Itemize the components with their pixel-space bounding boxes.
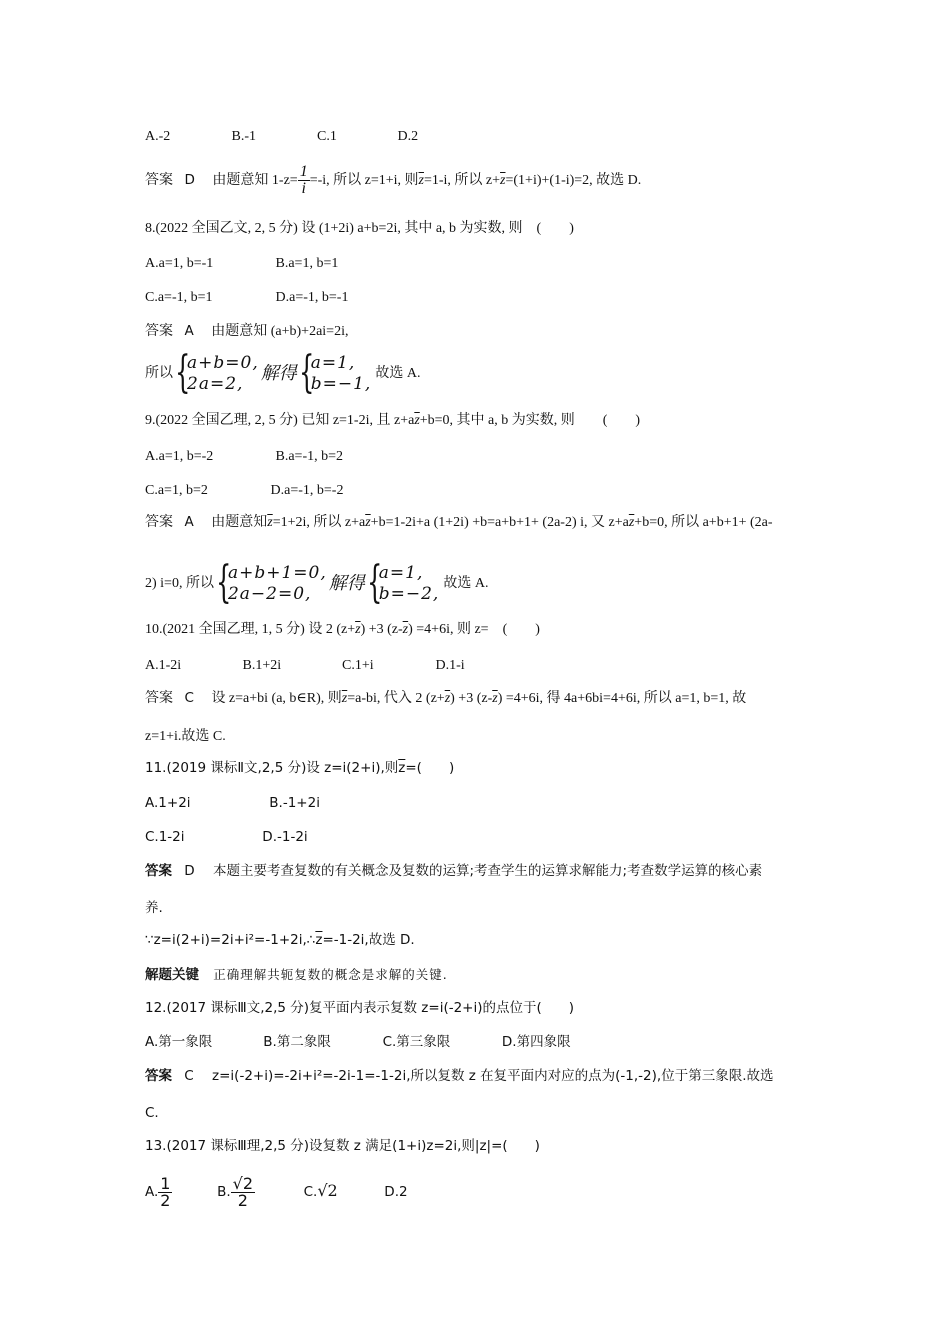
q9-answer bbox=[145, 513, 773, 532]
z-conjugate: $\overline{z}$ bbox=[500, 173, 506, 188]
q9-stem-b: +b=0, 其中 a, b 为实数, 则 ( ) bbox=[419, 413, 641, 428]
q9-option-c: C.a=1, b=2 bbox=[145, 483, 208, 498]
eq-row: 2a=2, bbox=[187, 374, 244, 394]
q9-stem-a: 9.(2022 全国乙理, 2, 5 分) 已知 z=1-2i, 且 z+a bbox=[145, 413, 415, 428]
z-conjugate: $\overline{z}$ bbox=[628, 515, 635, 530]
q12-option-a: A.第一象限 bbox=[145, 1034, 213, 1050]
left-brace-icon: { bbox=[175, 347, 191, 398]
q8-option-c: C.a=-1, b=1 bbox=[145, 290, 213, 305]
frac-num: √2 bbox=[232, 1173, 254, 1193]
q12-expl: z=i(-2+i)=-2i+i²=-2i-1=-1-2i,所以复数 z 在复平面内对应的点为(-1,-2),位于第三象限.故选 bbox=[212, 1068, 774, 1084]
left-brace-icon: { bbox=[298, 347, 315, 398]
answer-label: 答案 bbox=[145, 863, 172, 879]
q12-answer bbox=[145, 1067, 774, 1085]
z-conjugate: $\overline{z}$ bbox=[267, 515, 273, 530]
q10-expl-a: 设 z=a+bi (a, b∈R), 则 bbox=[211, 691, 342, 706]
q7-options bbox=[145, 128, 418, 146]
answer-label: 答案 bbox=[145, 324, 173, 339]
frac-den: 2 bbox=[160, 1190, 171, 1210]
q11-stem bbox=[145, 759, 454, 777]
q7-option-a: A.-2 bbox=[145, 129, 171, 144]
q9-expl-a: 由题意知 bbox=[211, 515, 268, 530]
q9-expl-d: +b=0, 所以 a+b+1+ (2a- bbox=[634, 515, 773, 530]
q11-option-c: C.1-2i bbox=[145, 829, 185, 845]
q9-system bbox=[145, 557, 489, 608]
q7-option-d: D.2 bbox=[397, 129, 419, 144]
q9-stem bbox=[145, 412, 640, 430]
equation-system bbox=[175, 347, 259, 398]
q9-option-b: B.a=-1, b=2 bbox=[275, 449, 344, 464]
q8-options-row1 bbox=[145, 255, 338, 273]
q11-expl-cont: 养. bbox=[145, 900, 163, 916]
answer-key: A bbox=[184, 323, 194, 339]
equation-system bbox=[366, 557, 440, 608]
q7-expl-a: =1-i, 所以 z+ bbox=[423, 173, 501, 188]
q8-expl: 由题意知 (a+b)+2ai=2i, bbox=[211, 324, 349, 339]
q8-option-a: A.a=1, b=-1 bbox=[145, 256, 214, 271]
fraction-one-half bbox=[158, 1173, 172, 1210]
q10-option-a: A.1-2i bbox=[145, 658, 182, 673]
z-conjugate: $\overline{z}$ bbox=[315, 932, 323, 948]
q10-stem bbox=[145, 621, 540, 639]
q10-cont: z=1+i.故选 C. bbox=[145, 729, 226, 744]
q13-option-b-label: B. bbox=[217, 1184, 231, 1200]
q9-options-row1 bbox=[145, 448, 343, 466]
q10-expl-c: ) +3 (z- bbox=[450, 691, 493, 706]
q11-expl: 本题主要考查复数的有关概念及复数的运算;考查学生的运算求解能力;考查数学运算的核心素 bbox=[213, 863, 763, 879]
q10-options bbox=[145, 657, 465, 675]
q12-stem: 12.(2017 课标Ⅲ文,2,5 分)复平面内表示复数 z=i(-2+i)的点位于( ) bbox=[145, 1000, 575, 1016]
q9-tail: 故选 A. bbox=[443, 576, 489, 591]
q10-answer bbox=[145, 689, 746, 708]
answer-key: A bbox=[184, 514, 194, 530]
frac-den: i bbox=[301, 180, 306, 198]
answer-label: 答案 bbox=[145, 691, 173, 706]
q11-calc bbox=[145, 931, 415, 949]
q10-stem-a: 10.(2021 全国乙理, 1, 5 分) 设 2 (z+ bbox=[145, 622, 356, 637]
q13-option-c-label: C. bbox=[303, 1184, 318, 1200]
q11-calc-b: =-1-2i,故选 D. bbox=[322, 932, 415, 948]
q11-option-d: D.-1-2i bbox=[262, 829, 308, 845]
q11-calc-a: ∵z=i(2+i)=2i+i²=-1+2i,∴ bbox=[145, 932, 316, 948]
q7-option-c: C.1 bbox=[317, 129, 337, 144]
answer-key: C bbox=[184, 690, 194, 706]
q10-option-d: D.1-i bbox=[435, 658, 465, 673]
key-text: 正确理解共轭复数的概念是求解的关键. bbox=[213, 967, 448, 982]
q8-stem: 8.(2022 全国乙文, 2, 5 分) 设 (1+2i) a+b=2i, 其中 a, b 为实数, 则 ( ) bbox=[145, 221, 574, 236]
q9-options-row2 bbox=[145, 482, 343, 500]
z-conjugate: $\overline{z}$ bbox=[341, 691, 348, 706]
eq-row: a+b+1=0, bbox=[227, 563, 327, 583]
jiede: 解得 bbox=[260, 363, 297, 384]
eq-row: a=1, bbox=[378, 563, 424, 583]
q12-option-d: D.第四象限 bbox=[501, 1034, 571, 1050]
answer-key: D bbox=[184, 172, 195, 188]
q9-expl-c: +b=1-2i+a (1+2i) +b=a+b+1+ (2a-2) i, 又 z+a bbox=[370, 515, 629, 530]
q12-options bbox=[145, 1033, 571, 1051]
z-conjugate: $\overline{z}$ bbox=[414, 413, 420, 428]
key-label: 解题关键 bbox=[145, 967, 199, 983]
q11-key bbox=[145, 966, 448, 984]
q7-expl-b: =(1+i)+(1-i)=2, 故选 D. bbox=[505, 173, 642, 188]
q10-stem-b: ) +3 (z- bbox=[360, 622, 403, 637]
q12-option-b: B.第二象限 bbox=[263, 1034, 331, 1050]
q13-stem: 13.(2017 课标Ⅲ理,2,5 分)设复数 z 满足(1+i)z=2i,则|z|=( ) bbox=[145, 1138, 540, 1154]
eq-row: a=1, bbox=[310, 353, 356, 373]
q9-expl-b: =1+2i, 所以 z+a bbox=[272, 515, 366, 530]
answer-label: 答案 bbox=[145, 515, 173, 530]
q7-option-b: B.-1 bbox=[231, 129, 256, 144]
q8-option-d: D.a=-1, b=-1 bbox=[275, 290, 349, 305]
q8-so: 所以 bbox=[145, 366, 173, 382]
q9-option-a: A.a=1, b=-2 bbox=[145, 449, 214, 464]
q8-options-row2 bbox=[145, 289, 348, 307]
q7-answer bbox=[145, 162, 641, 199]
jiede: 解得 bbox=[328, 573, 365, 594]
z-conjugate: $\overline{z}$ bbox=[402, 622, 409, 637]
q13-option-d: D.2 bbox=[384, 1184, 408, 1200]
q13-options bbox=[145, 1170, 408, 1213]
q11-stem-b: =( ) bbox=[405, 760, 455, 776]
eq-row: a+b=0, bbox=[187, 353, 259, 373]
sqrt-2: √2 bbox=[317, 1181, 338, 1200]
equation-system bbox=[215, 557, 327, 608]
q11-options-row1 bbox=[145, 794, 320, 812]
frac-num: 1 bbox=[160, 1173, 171, 1193]
answer-key: C bbox=[184, 1068, 194, 1084]
q11-answer bbox=[145, 862, 762, 880]
q12-option-c: C.第三象限 bbox=[382, 1034, 451, 1050]
eq-row: 2a−2=0, bbox=[227, 584, 312, 604]
left-brace-icon: { bbox=[366, 557, 383, 608]
fraction-1-over-i bbox=[298, 164, 310, 197]
frac-num: 1 bbox=[299, 163, 308, 181]
q7-expl-pre: 由题意知 1-z= bbox=[212, 173, 298, 188]
q11-option-b: B.-1+2i bbox=[269, 795, 320, 811]
frac-den: 2 bbox=[237, 1190, 248, 1210]
eq-row: b=−2, bbox=[378, 584, 440, 604]
left-brace-icon: { bbox=[215, 557, 232, 608]
q10-stem-c: ) =4+6i, 则 z= ( ) bbox=[408, 622, 540, 637]
z-conjugate: $\overline{z}$ bbox=[444, 691, 451, 706]
z-conjugate: $\overline{z}$ bbox=[398, 760, 406, 776]
q8-tail: 故选 A. bbox=[375, 366, 421, 381]
q9-option-d: D.a=-1, b=-2 bbox=[270, 483, 344, 498]
q10-expl-b: =a-bi, 代入 2 (z+ bbox=[347, 691, 445, 706]
eq-row: b=−1, bbox=[310, 374, 372, 394]
z-conjugate: $\overline{z}$ bbox=[418, 173, 424, 188]
answer-label: 答案 bbox=[145, 1068, 172, 1084]
q9-cont: 2) i=0, 所以 bbox=[145, 576, 214, 592]
q11-option-a: A.1+2i bbox=[145, 795, 191, 811]
q7-expl-mid: =-i, 所以 z=1+i, 则 bbox=[309, 173, 419, 188]
equation-system bbox=[298, 347, 372, 398]
q12-expl-cont: C. bbox=[145, 1105, 159, 1121]
z-conjugate: $\overline{z}$ bbox=[492, 691, 498, 706]
answer-key: D bbox=[184, 863, 195, 879]
q13-option-a-label: A. bbox=[145, 1184, 159, 1200]
answer-label: 答案 bbox=[145, 173, 173, 188]
q10-expl-d: ) =4+6i, 得 4a+6bi=4+6i, 所以 a=1, b=1, 故 bbox=[497, 691, 747, 706]
z-conjugate: $\overline{z}$ bbox=[355, 622, 361, 637]
q8-system bbox=[145, 347, 421, 398]
fraction-sqrt2-over-2 bbox=[231, 1173, 255, 1210]
q10-option-c: C.1+i bbox=[342, 658, 374, 673]
q11-stem-a: 11.(2019 课标Ⅱ文,2,5 分)设 z=i(2+i),则 bbox=[145, 760, 399, 776]
q8-answer bbox=[145, 322, 348, 341]
q10-option-b: B.1+2i bbox=[242, 658, 282, 673]
q11-options-row2 bbox=[145, 828, 308, 846]
z-conjugate: $\overline{z}$ bbox=[365, 515, 371, 530]
q8-option-b: B.a=1, b=1 bbox=[275, 256, 339, 271]
